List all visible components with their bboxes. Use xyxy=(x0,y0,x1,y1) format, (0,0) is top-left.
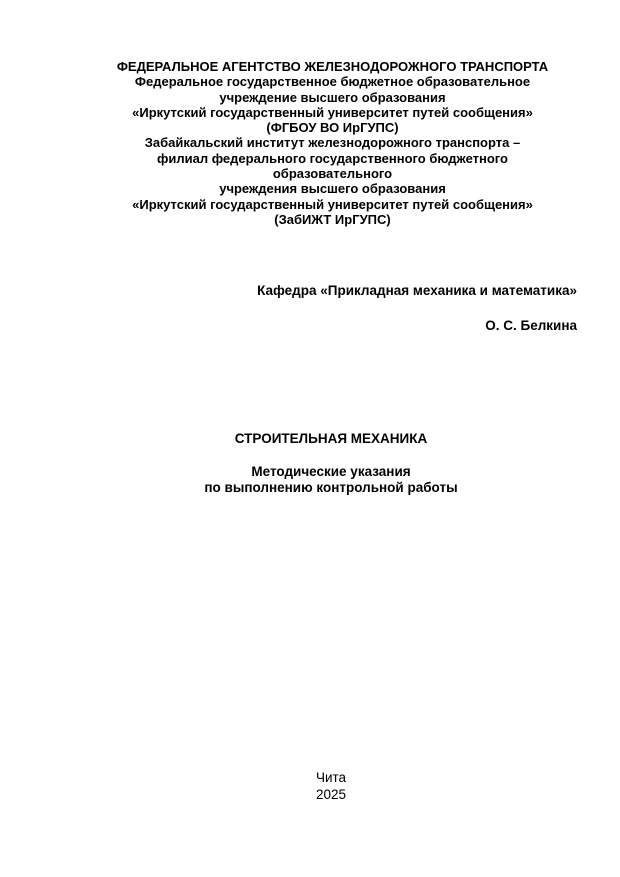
header-line: Забайкальский институт железнодорожного транспорта – xyxy=(144,135,521,151)
document-title-block xyxy=(0,431,620,496)
department-name: Кафедра «Прикладная механика и математика» xyxy=(257,283,577,298)
header-line: «Иркутский государственный университет путей сообщения» xyxy=(132,104,533,120)
publication-city: Чита xyxy=(315,770,347,785)
header-line: филиал федерального государственного бюджетного xyxy=(157,150,508,166)
subtitle-line: по выполнению контрольной работы xyxy=(204,480,458,495)
header-line: (ЗабИЖТ ИрГУПС) xyxy=(274,211,391,227)
header-line: ФЕДЕРАЛЬНОЕ АГЕНТСТВО ЖЕЛЕЗНОДОРОЖНОГО ТРАНСПОРТА xyxy=(116,59,549,74)
publication-footer xyxy=(0,769,620,803)
publication-year: 2025 xyxy=(315,787,347,802)
subtitle-line: Методические указания xyxy=(251,464,411,479)
header-line: образовательного xyxy=(272,166,393,182)
header-line: учреждение высшего образования xyxy=(219,89,446,105)
document-title: СТРОИТЕЛЬНАЯ МЕХАНИКА xyxy=(234,431,428,446)
header-line: «Иркутский государственный университет путей сообщения» xyxy=(132,196,533,212)
header-line: учреждения высшего образования xyxy=(219,181,446,197)
author-name: О. С. Белкина xyxy=(485,318,577,333)
header-line: Федеральное государственное бюджетное образовательное xyxy=(134,74,531,90)
institution-header xyxy=(60,59,605,227)
header-line: (ФГБОУ ВО ИрГУПС) xyxy=(266,120,399,136)
document-subtitle xyxy=(0,464,620,496)
